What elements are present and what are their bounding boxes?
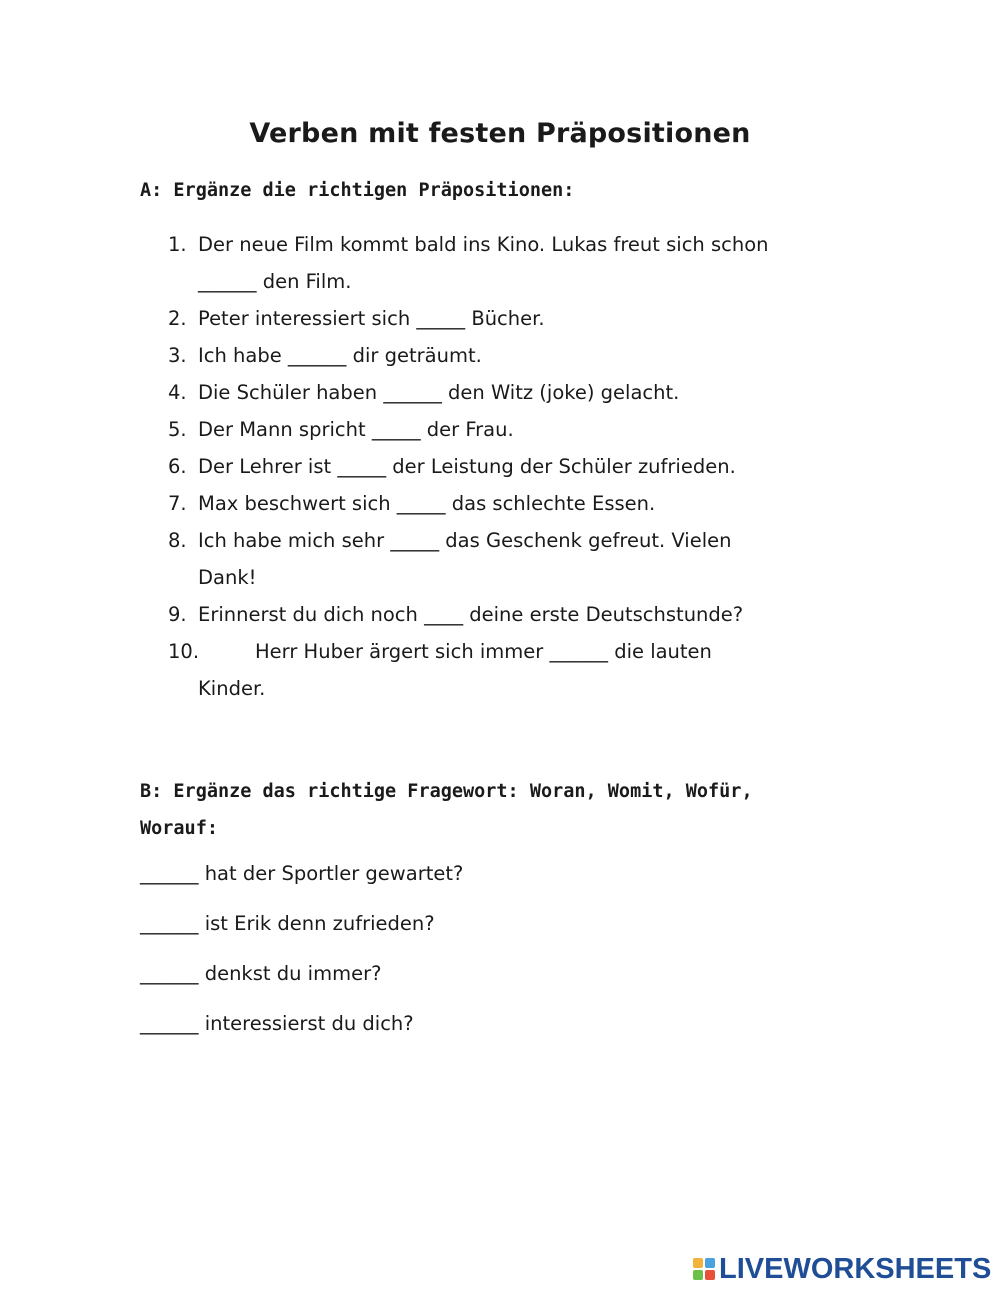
question-line: ______ interessierst du dich? [140,1012,414,1035]
brand-text: LIVEWORKSHEETS [719,1252,992,1285]
item-text: Herr Huber ärgert sich immer ______ die lauten [255,640,712,663]
item-text-continued: ______ den Film. [198,270,352,293]
item-text: Die Schüler haben ______ den Witz (joke) gelacht. [198,381,680,404]
page-title: Verben mit festen Präpositionen [249,118,751,149]
item-text: Der Mann spricht _____ der Frau. [198,418,514,441]
item-text-continued: Kinder. [198,677,266,700]
list-item [168,485,848,522]
item-text: Max beschwert sich _____ das schlechte Essen. [198,492,656,515]
item-number: 1. [168,233,187,256]
item-number: 4. [168,381,187,404]
list-item [168,596,848,633]
question-line: ______ ist Erik denn zufrieden? [140,912,435,935]
list-item [168,337,848,374]
section-a-heading: A: Ergänze die richtigen Präpositionen: [140,180,575,201]
list-item [168,226,848,300]
item-number: 6. [168,455,187,478]
item-number: 9. [168,603,187,626]
list-item [168,374,848,411]
item-text-continued: Dank! [198,566,257,589]
list-item-continuation [168,670,848,707]
list-item [168,633,848,670]
list-item [168,300,848,337]
list-item [168,522,848,596]
liveworksheets-icon [693,1258,715,1280]
item-number: 8. [168,529,187,552]
exercise-list [168,226,848,707]
item-text: Der Lehrer ist _____ der Leistung der Schüler zufrieden. [198,455,736,478]
item-text: Der neue Film kommt bald ins Kino. Lukas freut sich schon [198,233,769,256]
section-b-heading: B: Ergänze das richtige Fragewort: Woran, Womit, Wofür, Worauf: [140,781,753,839]
list-item [168,411,848,448]
list-item [168,448,848,485]
item-text: Ich habe ______ dir geträumt. [198,344,482,367]
item-number: 10. [168,640,200,663]
question-line: ______ hat der Sportler gewartet? [140,862,464,885]
item-text: Erinnerst du dich noch ____ deine erste Deutschstunde? [198,603,744,626]
liveworksheets-logo [693,1254,991,1284]
item-number: 2. [168,307,187,330]
item-text: Ich habe mich sehr _____ das Geschenk gefreut. Vielen [198,529,732,552]
item-number: 5. [168,418,187,441]
item-number: 7. [168,492,187,515]
item-number: 3. [168,344,187,367]
question-line: ______ denkst du immer? [140,962,382,985]
item-text: Peter interessiert sich _____ Bücher. [198,307,545,330]
